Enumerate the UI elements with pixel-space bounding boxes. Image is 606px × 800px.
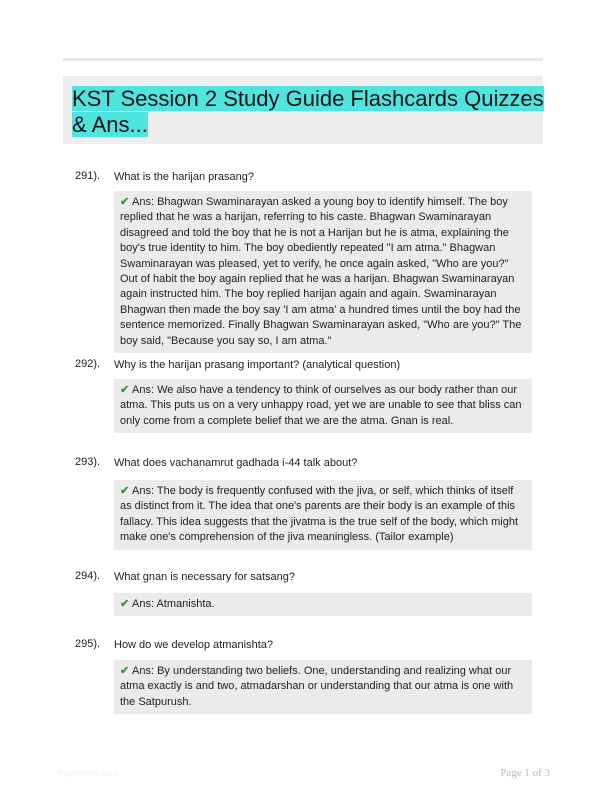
answer-text: Ans: By understanding two beliefs. One, understanding and realizing what our atma exactly is and two, atmadarshan or understanding that our atma is one with the Satpurush. [120, 665, 514, 708]
question-number: 292). [75, 358, 101, 370]
question-number: 291). [75, 170, 101, 182]
check-icon: ✔ [120, 598, 130, 610]
page-title: KST Session 2 Study Guide Flashcards Quizzes & Ans... [72, 86, 544, 137]
answer-box [114, 379, 532, 433]
question-text: What does vachanamrut gadhada i-44 talk about? [114, 457, 358, 469]
question-text: Why is the harijan prasang important? (analytical question) [114, 359, 401, 371]
question-number: 294). [75, 570, 101, 582]
question-text: What gnan is necessary for satsang? [114, 571, 295, 583]
question-number: 293). [75, 456, 101, 468]
answer-text: Ans: Atmanishta. [132, 598, 215, 610]
answer-box [114, 660, 532, 714]
page-number: Page 1 of 3 [500, 767, 550, 779]
answer-text: Ans: Bhagwan Swaminarayan asked a young boy to identify himself. The boy replied that he was a harijan, referring to his caste. Bhagwan Swaminarayan disagreed and told the boy that he is not a Harijan but he is atma, explaining the boy's true identity to him. The boy obediently repeated "I am atma." Bhagwan Swaminarayan was pleased, yet to verify, he once again asked, "Who are you?" Out of habit the boy again replied that he was a harijan. Bhagwan Swaminarayan again instructed him. The boy replied harijan again and again. Swaminarayan Bhagwan then made the boy say 'I am atma' a hundred times until the boy had the sentence memorized. Finally Bhagwan Swaminarayan asked, "Who are you?" The boy said, "Because you say so, I am atma." [120, 196, 522, 347]
answer-text: Ans: The body is frequently confused with the jiva, or self, which thinks of itself as distinct from it. The idea that one's parents are their body is an example of this fallacy. This idea suggests that the jivatma is the true self of the body, which might make one's comprehension of the jiva meaningless. (Tailor example) [120, 485, 519, 544]
check-icon: ✔ [120, 665, 130, 677]
question-number: 295). [75, 638, 101, 650]
answer-box [114, 191, 532, 353]
check-icon: ✔ [120, 196, 130, 208]
answer-box [114, 480, 532, 550]
question-text: How do we develop atmanishta? [114, 639, 273, 651]
check-icon: ✔ [120, 485, 130, 497]
footer-site: Paperfolio.com [58, 768, 119, 778]
answer-text: Ans: We also have a tendency to think of ourselves as our body rather than our atma. This puts us on a very unhappy road, yet we are unable to see that bliss can only come from a complete belief that we are the atma. Gnan is real. [120, 384, 522, 427]
answer-box [114, 593, 532, 616]
question-text: What is the harijan prasang? [114, 171, 255, 183]
top-divider [63, 58, 543, 61]
check-icon: ✔ [120, 384, 130, 396]
